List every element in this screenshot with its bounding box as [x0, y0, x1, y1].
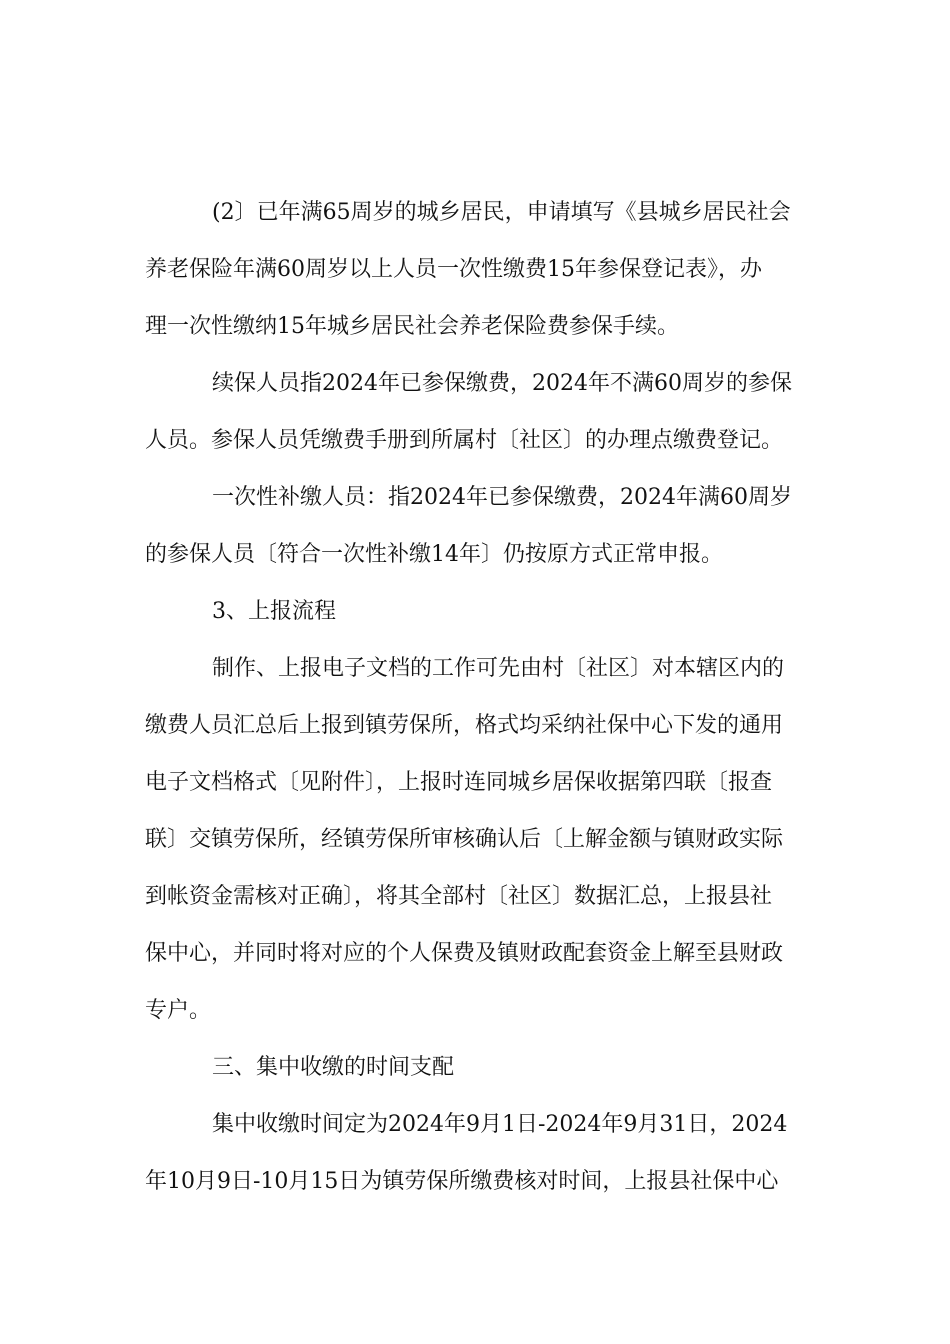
text-line: 联〕交镇劳保所，经镇劳保所审核确认后〔上解金额与镇财政实际 [145, 827, 784, 852]
text-line: (2〕已年满65周岁的城乡居民，申请填写《县城乡居民社会 [212, 200, 791, 225]
text-line: 养老保险年满60周岁以上人员一次性缴费15年参保登记表》，办 [145, 257, 762, 282]
text-line: 年10月9日-10月15日为镇劳保所缴费核对时间，上报县社保中心 [145, 1169, 779, 1194]
section-heading: 3、上报流程 [212, 599, 336, 624]
text-line: 专户。 [145, 998, 212, 1023]
text-line: 保中心，并同时将对应的个人保费及镇财政配套资金上解至县财政 [145, 941, 784, 966]
text-line: 制作、上报电子文档的工作可先由村〔社区〕对本辖区内的 [212, 656, 785, 681]
text-line: 集中收缴时间定为2024年9月1日-2024年9月31日，2024 [212, 1112, 788, 1137]
text-line: 一次性补缴人员：指2024年已参保缴费，2024年满60周岁 [212, 485, 792, 510]
text-line: 人员。参保人员凭缴费手册到所属村〔社区〕的办理点缴费登记。 [145, 428, 784, 453]
text-line: 续保人员指2024年已参保缴费，2024年不满60周岁的参保 [212, 371, 792, 396]
section-heading: 三、集中收缴的时间支配 [212, 1055, 455, 1080]
text-line: 的参保人员〔符合一次性补缴14年〕仍按原方式正常申报。 [145, 542, 723, 567]
text-line: 电子文档格式〔见附件〕，上报时连同城乡居保收据第四联〔报查 [145, 770, 773, 795]
text-line: 缴费人员汇总后上报到镇劳保所，格式均采纳社保中心下发的通用 [145, 713, 784, 738]
text-line: 到帐资金需核对正确〕，将其全部村〔社区〕数据汇总，上报县社 [145, 884, 773, 909]
text-line: 理一次性缴纳15年城乡居民社会养老保险费参保手续。 [145, 314, 679, 339]
